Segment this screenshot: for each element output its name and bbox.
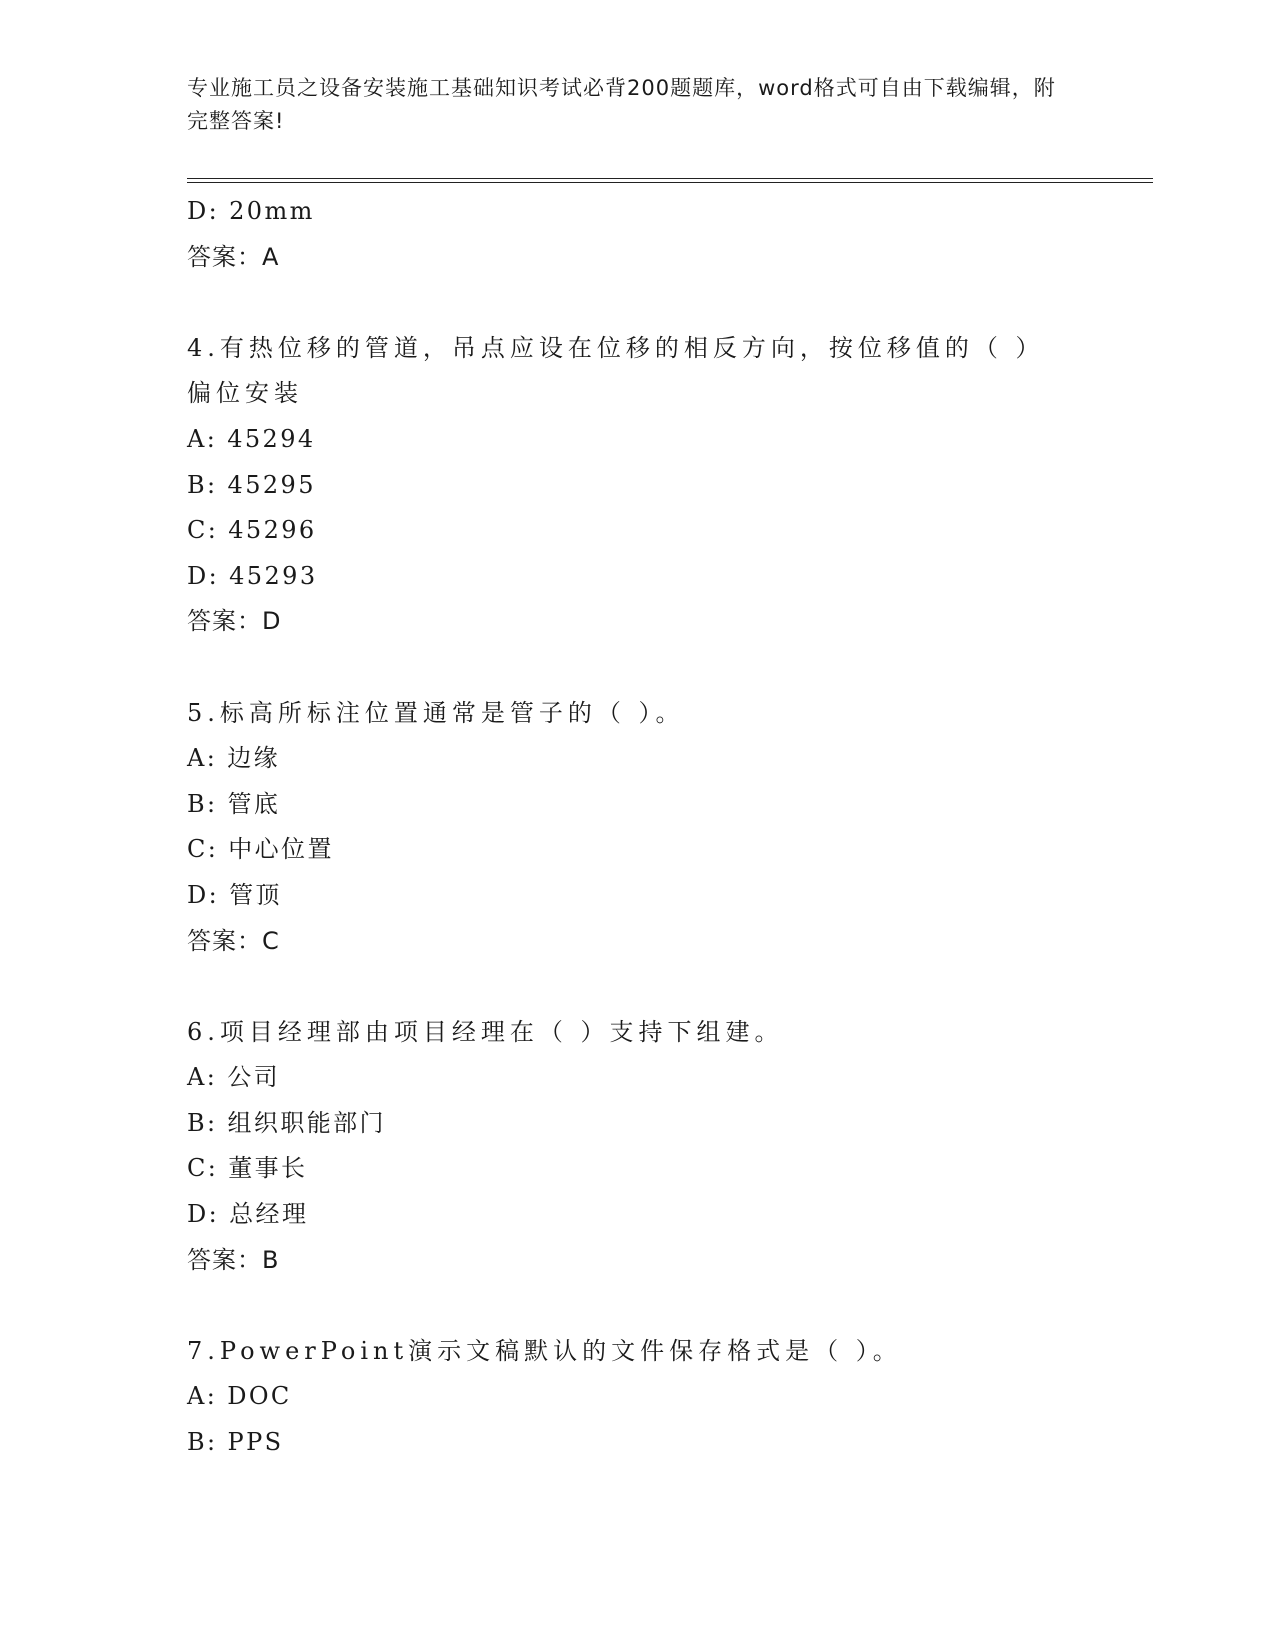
option-text: 董事长: [228, 1154, 308, 1183]
option-row: [187, 463, 1067, 509]
answer-line: 答案：B: [187, 1245, 280, 1274]
option-letter: D:: [187, 880, 220, 909]
answer-line: 答案：A: [187, 242, 280, 271]
option-row: [187, 508, 1067, 554]
option-row: [187, 554, 1067, 600]
option-letter: A:: [187, 744, 218, 773]
answer-line: 答案：C: [187, 926, 280, 955]
option-row: [187, 827, 1067, 873]
option-letter: C:: [187, 516, 219, 545]
option-text: 总经理: [229, 1200, 309, 1229]
option-text: DOC: [227, 1382, 292, 1411]
option-text: 20mm: [229, 197, 315, 225]
option-letter: A:: [187, 424, 218, 453]
option-letter: D:: [187, 1200, 220, 1229]
option-row: [187, 1101, 1067, 1147]
option-letter: D:: [187, 197, 220, 225]
option-text: 公司: [227, 1063, 281, 1092]
option-row: [187, 1420, 1067, 1466]
spacer: [187, 645, 1067, 691]
option-text: 组织职能部门: [227, 1108, 386, 1137]
option-letter: D:: [187, 561, 220, 590]
question-content: [187, 189, 1067, 1466]
question-stem: 6.项目经理部由项目经理在（ ）支持下组建。: [187, 1017, 784, 1046]
option-row: [187, 873, 1067, 919]
option-letter: B:: [187, 470, 218, 499]
spacer: [187, 1283, 1067, 1329]
option-letter: A:: [187, 1382, 218, 1411]
option-row: [187, 782, 1067, 828]
question-stem: 7.PowerPoint演示文稿默认的文件保存格式是（ ）。: [187, 1336, 902, 1365]
option-letter: B:: [187, 1428, 218, 1457]
question-stem: 4.有热位移的管道，吊点应设在位移的相反方向，按位移值的（ ）偏位安装: [187, 333, 1045, 408]
option-letter: C:: [187, 1154, 219, 1183]
option-letter: B:: [187, 1108, 218, 1137]
option-text: 45294: [227, 424, 316, 453]
option-letter: B:: [187, 789, 218, 818]
option-row: [187, 189, 1067, 235]
option-text: 边缘: [227, 744, 281, 773]
option-row: [187, 736, 1067, 782]
option-text: 45295: [227, 470, 316, 499]
option-row: [187, 417, 1067, 463]
option-row: [187, 1055, 1067, 1101]
header-divider: [187, 178, 1153, 183]
option-text: 管底: [227, 789, 281, 818]
spacer: [187, 964, 1067, 1010]
option-row: [187, 1374, 1067, 1420]
question-stem: 5.标高所标注位置通常是管子的（ ）。: [187, 698, 685, 727]
option-letter: A:: [187, 1063, 218, 1092]
option-row: [187, 1192, 1067, 1238]
document-page: [187, 0, 1153, 1650]
spacer: [187, 280, 1067, 326]
answer-line: 答案：D: [187, 607, 282, 636]
option-text: PPS: [227, 1428, 284, 1457]
option-text: 45296: [228, 516, 317, 545]
option-text: 管顶: [229, 880, 282, 909]
option-text: 中心位置: [228, 835, 334, 864]
page-header-title: 专业施工员之设备安装施工基础知识考试必背200题题库，word格式可自由下载编辑，附完整答案!: [187, 76, 1056, 133]
option-row: [187, 1146, 1067, 1192]
option-letter: C:: [187, 835, 219, 864]
option-text: 45293: [229, 561, 318, 590]
